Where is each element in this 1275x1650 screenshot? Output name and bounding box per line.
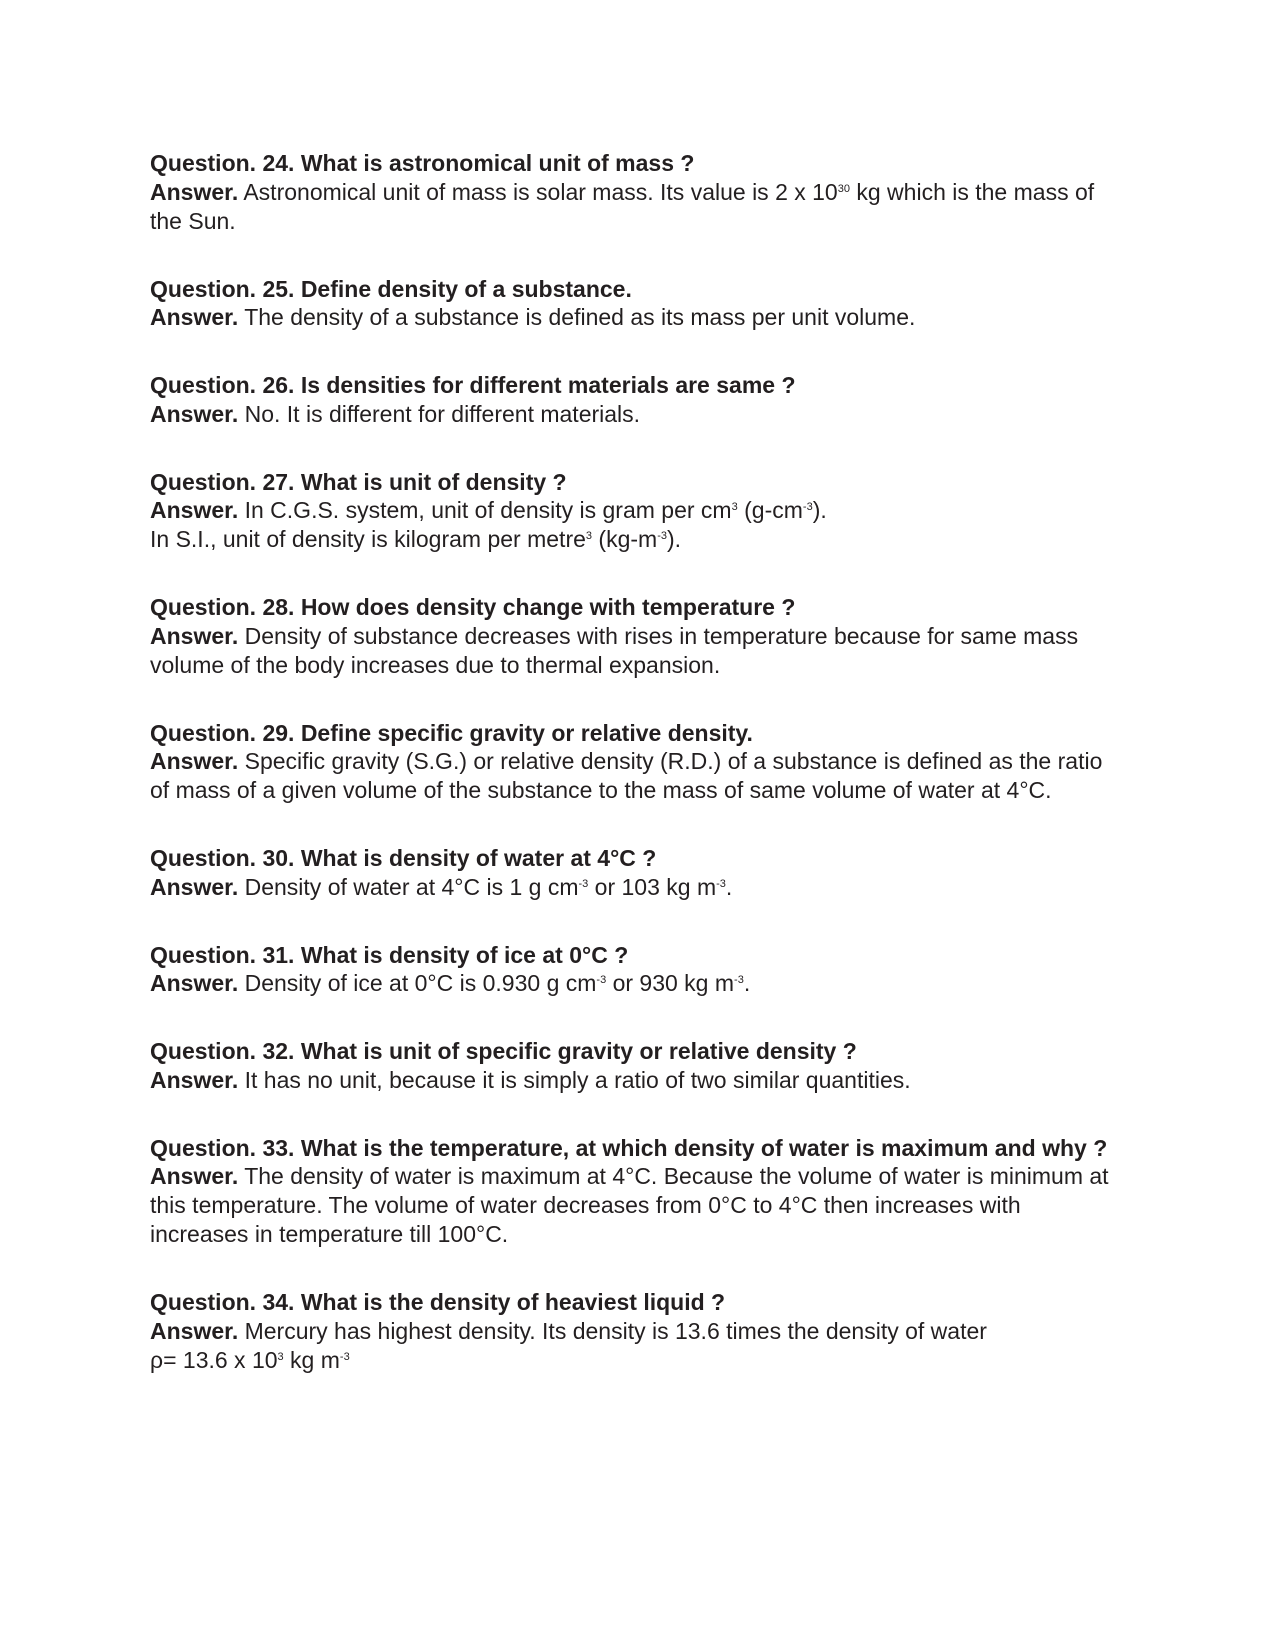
answer-26: Answer. No. It is different for different materials. [150, 400, 641, 427]
qa-item-30 [150, 844, 1115, 902]
answer-label: Answer. [150, 1066, 239, 1093]
answer-34-line-2: ρ= 13.6 x $10^3$ kg $m^{-3}$ [150, 1346, 350, 1373]
qa-item-27 [150, 468, 1115, 555]
question-24: Question. 24. What is astronomical unit of mass ? [150, 150, 695, 176]
question-31: Question. 31. What is density of ice at 0°C ? [150, 941, 629, 968]
answer-29: Answer. Specific gravity (S.G.) or relative density (R.D.) of a substance is defined as the ratio of mass of a given volume of the substance to the mass of same volume of water at 4°C. [150, 748, 1103, 803]
question-30: Question. 30. What is density of water at 4°C ? [150, 845, 657, 871]
answer-label: Answer. [150, 497, 239, 523]
question-29: Question. 29. Define specific gravity or relative density. [150, 719, 753, 746]
answer-28: Answer. Density of substance decreases with rises in temperature because for same mass volume of the body increases due to thermal expansion. [150, 622, 1079, 678]
answer-27: Answer. In C.G.S. system, unit of density is gram per $cm^3$ $(g-cm^{-3})$. [150, 497, 827, 523]
answer-25: Answer. The density of a substance is defined as its mass per unit volume. [150, 304, 916, 330]
answer-27-line-2: In S.I., unit of density is kilogram per metre$^3$ $(kg-m^{-3})$. [150, 526, 682, 552]
qa-item-29 [150, 719, 1115, 806]
answer-label: Answer. [150, 970, 239, 996]
qa-list [150, 149, 1115, 1414]
answer-label: Answer. [150, 748, 239, 774]
answer-label: Answer. [150, 1163, 239, 1189]
qa-item-26 [150, 371, 1115, 429]
answer-label: Answer. [150, 400, 239, 427]
qa-item-33 [150, 1134, 1115, 1250]
answer-32: Answer. It has no unit, because it is simply a ratio of two similar quantities. [150, 1066, 911, 1093]
answer-31: Answer. Density of ice at 0°C is 0.930 g $cm^{-3}$ or 930 kg $m^{-3}$. [150, 970, 751, 996]
qa-item-28 [150, 593, 1115, 680]
answer-label: Answer. [150, 304, 239, 330]
question-26: Question. 26. Is densities for different materials are same ? [150, 372, 796, 398]
question-34: Question. 34. What is the density of heaviest liquid ? [150, 1289, 726, 1315]
answer-33: Answer. The density of water is maximum at 4°C. Because the volume of water is minimum at this temperature. The volume of water decreases from 0°C to 4°C then increases with increases in temperature till 100°C. [150, 1163, 1109, 1247]
answer-30: Answer. Density of water at 4°C is 1 g $cm^{-3}$ or 103 kg $m^{-3}$. [150, 873, 733, 900]
qa-item-34 [150, 1288, 1115, 1375]
question-32: Question. 32. What is unit of specific gravity or relative density ? [150, 1038, 857, 1064]
answer-34: Answer. Mercury has highest density. Its density is 13.6 times the density of water [150, 1317, 987, 1344]
qa-item-31 [150, 941, 1115, 999]
answer-label: Answer. [150, 1317, 239, 1344]
question-27: Question. 27. What is unit of density ? [150, 468, 567, 495]
answer-label: Answer. [150, 873, 239, 900]
answer-label: Answer. [150, 178, 239, 205]
qa-item-32 [150, 1037, 1115, 1095]
question-33: Question. 33. What is the temperature, at which density of water is maximum and why ? [150, 1134, 1108, 1161]
qa-item-24 [150, 149, 1115, 236]
question-25: Question. 25. Define density of a substance. [150, 275, 632, 302]
question-28: Question. 28. How does density change with temperature ? [150, 594, 796, 620]
answer-24: Answer. Astronomical unit of mass is solar mass. Its value is 2 x $10^{30}$ kg which is the mass of the Sun. [150, 178, 1095, 234]
answer-label: Answer. [150, 622, 239, 649]
qa-item-25 [150, 275, 1115, 333]
